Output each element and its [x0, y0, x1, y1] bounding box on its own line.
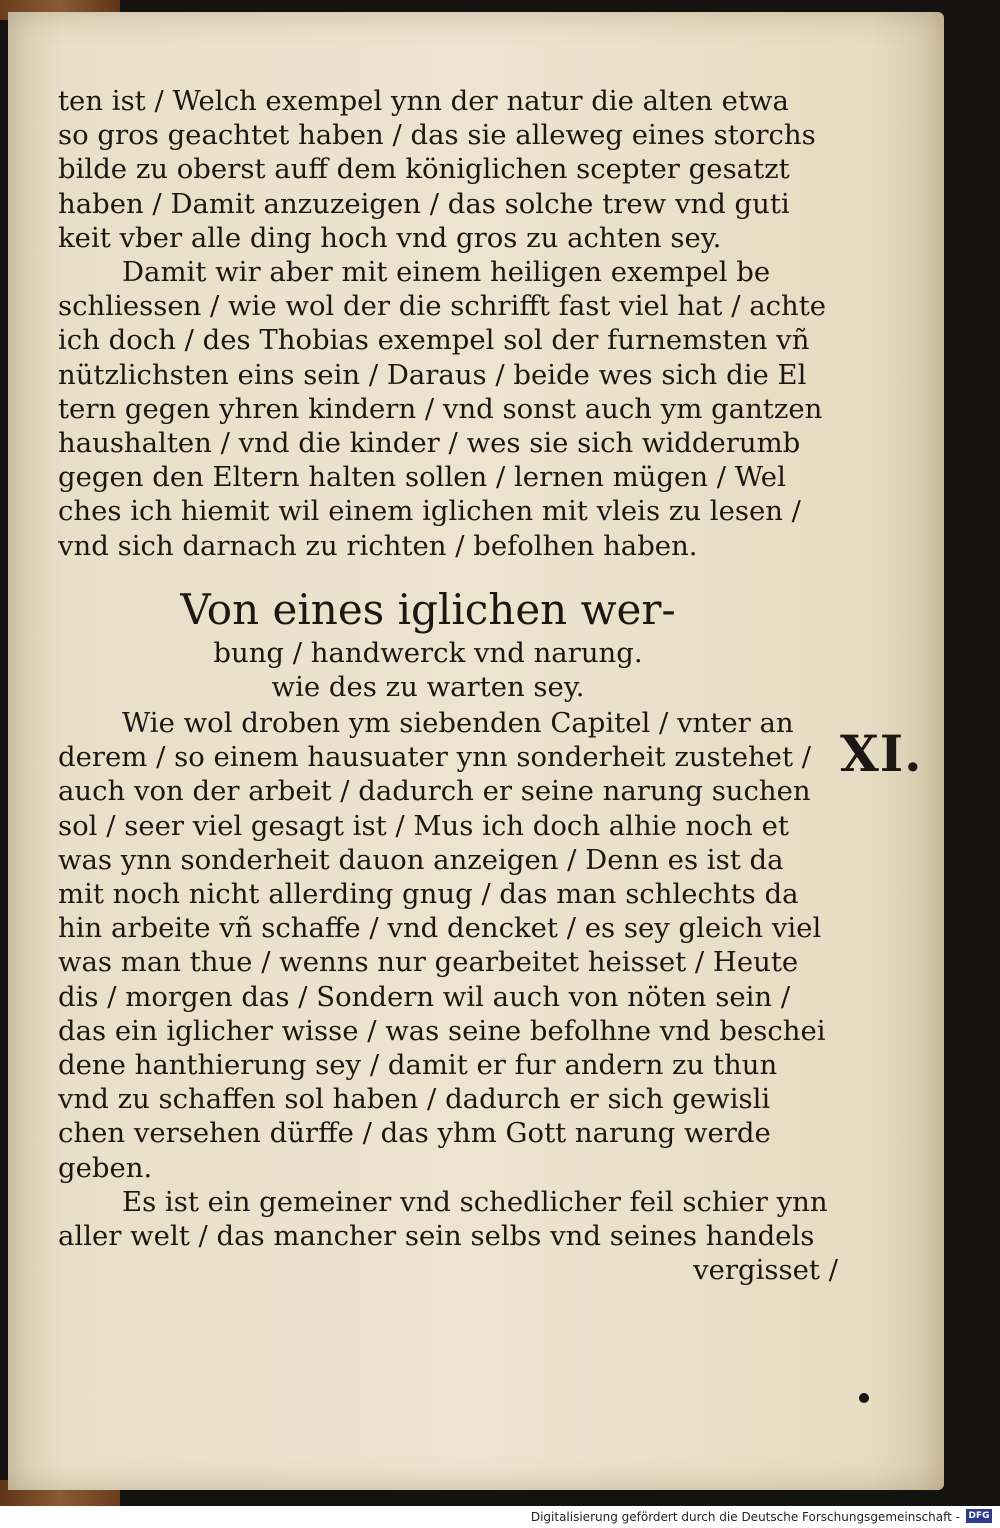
body-text-upper: [58, 84, 838, 563]
text-line: Es ist ein gemeiner vnd schedlicher feil schier ynn: [122, 1185, 828, 1218]
text-line: keit vber alle ding hoch vnd gros zu achten sey.: [58, 221, 722, 254]
heading-line-2: bung / handwerck vnd narung.: [213, 637, 643, 669]
text-line: dene hanthierung sey / damit er fur andern zu thun: [58, 1049, 778, 1082]
text-line: so gros geachtet haben / das sie alleweg eines storchs: [58, 119, 816, 152]
text-line: aller welt / das mancher sein selbs vnd seines handels: [58, 1220, 815, 1253]
digitization-footer: [0, 1506, 1000, 1528]
text-line: tern gegen yhren kindern / vnd sonst auch ym gantzen: [58, 392, 823, 425]
book-page: [8, 12, 944, 1490]
text-line: schliessen / wie wol der die schrifft fast viel hat / achte: [58, 290, 827, 323]
text-line: gegen den Eltern halten sollen / lernen mügen / Wel: [58, 461, 786, 494]
text-line: ich doch / des Thobias exempel sol der furnemsten vñ: [58, 324, 810, 357]
text-line: geben.: [58, 1151, 153, 1184]
text-line: mit noch nicht allerding gnug / das man schlechts da: [58, 878, 799, 911]
text-line: vnd zu schaffen sol haben / dadurch er sich gewisli: [58, 1083, 771, 1116]
catchword: vergisset /: [693, 1254, 838, 1287]
text-line: haben / Damit anzuzeigen / das solche trew vnd guti: [58, 187, 790, 220]
chapter-number-marginal: XI.: [840, 724, 923, 783]
text-line: vnd sich darnach zu richten / befolhen haben.: [58, 529, 698, 562]
heading-line-3: wie des zu warten sey.: [271, 671, 585, 703]
text-line: bilde zu oberst auff dem königlichen scepter gesatzt: [58, 153, 790, 186]
text-line: was ynn sonderheit dauon anzeigen / Denn es ist da: [58, 843, 784, 876]
heading-line-1: Von eines iglichen wer-: [180, 585, 676, 634]
text-line: Damit wir aber mit einem heiligen exempel be: [122, 256, 771, 289]
text-line: chen versehen dürffe / das yhm Gott narung werde: [58, 1117, 771, 1150]
chapter-heading: [118, 584, 738, 704]
text-line: derem / so einem hausuater ynn sonderheit zustehet /: [58, 741, 812, 774]
text-line: sol / seer viel gesagt ist / Mus ich doch alhie noch et: [58, 809, 789, 842]
text-line: haushalten / vnd die kinder / wes sie sich widderumb: [58, 427, 801, 460]
text-line: dis / morgen das / Sondern wil auch von nöten sein /: [58, 980, 791, 1013]
text-line: ches ich hiemit wil einem iglichen mit vleis zu lesen /: [58, 495, 801, 528]
body-text-lower: [58, 706, 838, 1287]
text-line: Wie wol droben ym siebenden Capitel / vnter an: [122, 707, 794, 739]
text-line: das ein iglicher wisse / was seine befolhne vnd beschei: [58, 1014, 826, 1047]
ink-dot: [859, 1393, 869, 1403]
text-line: nützlichsten eins sein / Daraus / beide wes sich die El: [58, 358, 807, 391]
dfg-logo-icon: DFG: [966, 1509, 992, 1523]
text-line: ten ist / Welch exempel ynn der natur die alten etwa: [58, 85, 789, 117]
funding-note: Digitalisierung gefördert durch die Deutsche Forschungsgemeinschaft -: [530, 1510, 960, 1524]
text-line: auch von der arbeit / dadurch er seine narung suchen: [58, 775, 811, 808]
text-line: was man thue / wenns nur gearbeitet heisset / Heute: [58, 946, 799, 979]
text-line: hin arbeite vñ schaffe / vnd dencket / es sey gleich viel: [58, 912, 822, 945]
